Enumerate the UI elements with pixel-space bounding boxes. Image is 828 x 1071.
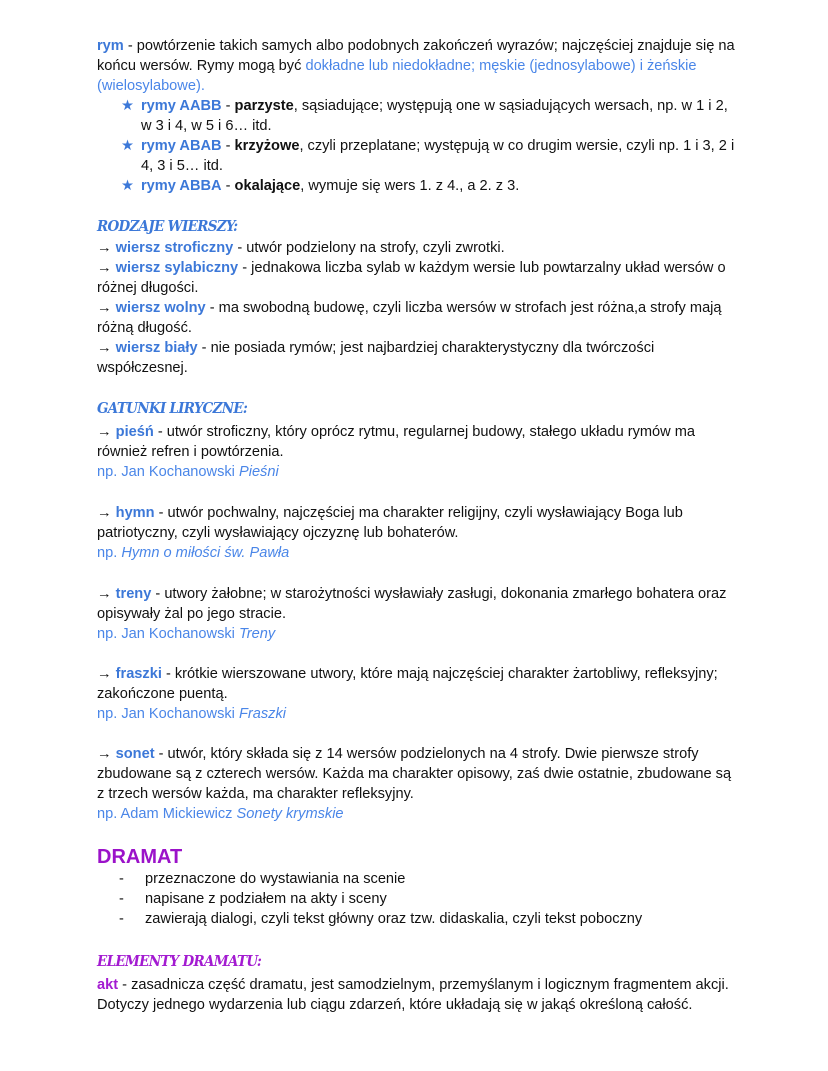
text: rymy AABB (141, 98, 222, 114)
text: - utwór, który składa się z 14 wersów podzielonych na 4 strofy. Dwie pierwsze strofy zbudowane są z czterech wersów. Każda ma charakter opisowy, zaś dwie ostatnie, zbudowane są z trzech wersów każda, ma charakter refleksyjny. (97, 746, 732, 802)
list-item: ★ rymy AABB - parzyste, sąsiadujące; występują one w sąsiadujących wersach, np. w 1 i 2, w 3 i 4, w 5 i 6… itd. (121, 96, 737, 136)
text: rymy ABBA (141, 178, 222, 194)
list-item (97, 298, 737, 338)
section-heading: RODZAJE WIERSZY: (97, 217, 238, 235)
list-item (97, 338, 737, 378)
text: akt (97, 977, 119, 993)
text: Pieśni (238, 464, 279, 480)
akt-definition (97, 975, 737, 1015)
example (97, 804, 737, 824)
text: - utwór podzielony na strofy, czyli zwrotki. (233, 240, 505, 256)
text: wiersz biały (115, 340, 198, 356)
genre-item (97, 422, 737, 482)
text: - ma swobodną budowę, czyli liczba wersów w strofach jest różna,a strofy mają różną długość. (97, 300, 722, 336)
dramat-list (97, 869, 737, 929)
text: → (97, 240, 116, 256)
text: - utwór stroficzny, który oprócz rytmu, regularnej budowy, stałego układu rymów ma również refren i powtórzenia. (97, 424, 696, 460)
text: → (97, 666, 116, 682)
genre-item (97, 503, 737, 563)
section-heading: ELEMENTY DRAMATU: (97, 952, 262, 970)
text: parzyste (234, 98, 294, 114)
rym-section (97, 36, 737, 196)
term: rym (97, 38, 124, 54)
section-title: DRAMAT (97, 846, 183, 868)
text: krzyżowe (234, 138, 300, 154)
text: → (97, 746, 116, 762)
list-item: - przeznaczone do wystawiania na scenie (119, 869, 737, 889)
text: Fraszki (238, 706, 286, 722)
list-item (97, 238, 737, 258)
text: wiersz wolny (115, 300, 206, 316)
text: Sonety krymskie (236, 806, 344, 822)
example (97, 624, 737, 644)
list-item: - zawierają dialogi, czyli tekst główny oraz tzw. didaskalia, czyli tekst poboczny (119, 909, 737, 929)
text: hymn (115, 505, 155, 521)
text: wiersz sylabiczny (115, 260, 239, 276)
text: - powtórzenie takich samych albo podobnych zakończeń wyrazów; najczęściej znajduje się na końcu wersów. Rymy mogą być (97, 38, 735, 74)
rodzaje-section (97, 216, 737, 378)
text: , wymuje się wers 1. z 4., a 2. z 3. (300, 178, 520, 194)
text: → (97, 260, 116, 276)
text: wiersz stroficzny (115, 240, 234, 256)
gatunki-section (97, 398, 737, 422)
example (97, 462, 737, 482)
text: okalające (234, 178, 301, 194)
rym-types-list (97, 96, 737, 196)
text: - utwory żałobne; w starożytności wysławiały zasługi, dokonania zmarłego bohatera oraz opisywały żal po jego stracie. (97, 586, 727, 622)
text: → (97, 340, 116, 356)
text: → (97, 586, 116, 602)
text: sonet (115, 746, 155, 762)
text: , czyli przeplatane; występują w co drugim wersie, czyli np. 1 i 3, 2 i 4, 3 i 5… itd. (141, 138, 735, 174)
example (97, 704, 737, 724)
list-item: ★ rymy ABBA - okalające, wymuje się wers 1. z 4., a 2. z 3. (121, 176, 737, 196)
text: np. Jan Kochanowski (97, 706, 239, 722)
text: - jednakowa liczba sylab w każdym wersie lub powtarzalny układ wersów o różnej długości. (97, 260, 726, 296)
text: → (97, 300, 116, 316)
genre-item (97, 664, 737, 724)
list-item: - napisane z podziałem na akty i sceny (119, 889, 737, 909)
text: Treny (238, 626, 276, 642)
text: treny (115, 586, 152, 602)
text: np. Adam Mickiewicz (97, 806, 237, 822)
dramat-section (97, 845, 737, 929)
genre-item (97, 744, 737, 824)
text: rymy ABAB (141, 138, 222, 154)
list-item (97, 258, 737, 298)
text: → (97, 505, 116, 521)
text: - utwór pochwalny, najczęściej ma charakter religijny, czyli wysławiający Boga lub patriotyczny, czyli wysławiający ojczyznę lub bohaterów. (97, 505, 683, 541)
text: - krótkie wierszowane utwory, które mają najczęściej charakter żartobliwy, refleksyjny; zakończone puentą. (97, 666, 718, 702)
elementy-section (97, 951, 737, 1015)
text: , sąsiadujące; występują one w sąsiadujących wersach, np. w 1 i 2, w 3 i 4, w 5 i 6… itd. (141, 98, 728, 134)
text: np. Jan Kochanowski (97, 464, 239, 480)
text: → (97, 424, 116, 440)
rym-definition (97, 36, 737, 96)
text: np. (97, 545, 122, 561)
text: - zasadnicza część dramatu, jest samodzielnym, przemyślanym i logicznym fragmentem akcji. Dotyczy jednego wydarzenia lub ciągu zdarzeń, które układają się w jakąś określoną całość. (97, 977, 729, 1013)
text: - nie posiada rymów; jest najbardziej charakterystyczny dla twórczości współczesnej. (97, 340, 655, 376)
example (97, 543, 737, 563)
text: pieśń (115, 424, 154, 440)
genre-item (97, 584, 737, 644)
section-heading: GATUNKI LIRYCZNE: (97, 399, 248, 417)
text: np. Jan Kochanowski (97, 626, 239, 642)
text: Hymn o miłości św. Pawła (121, 545, 290, 561)
list-item: ★ rymy ABAB - krzyżowe, czyli przeplatane; występują w co drugim wersie, czyli np. 1 i 3, 2 i 4, 3 i 5… itd. (121, 136, 737, 176)
text: fraszki (115, 666, 162, 682)
text: dokładne lub niedokładne; męskie (jednosylabowe) i żeńskie (wielosylabowe). (97, 58, 697, 94)
